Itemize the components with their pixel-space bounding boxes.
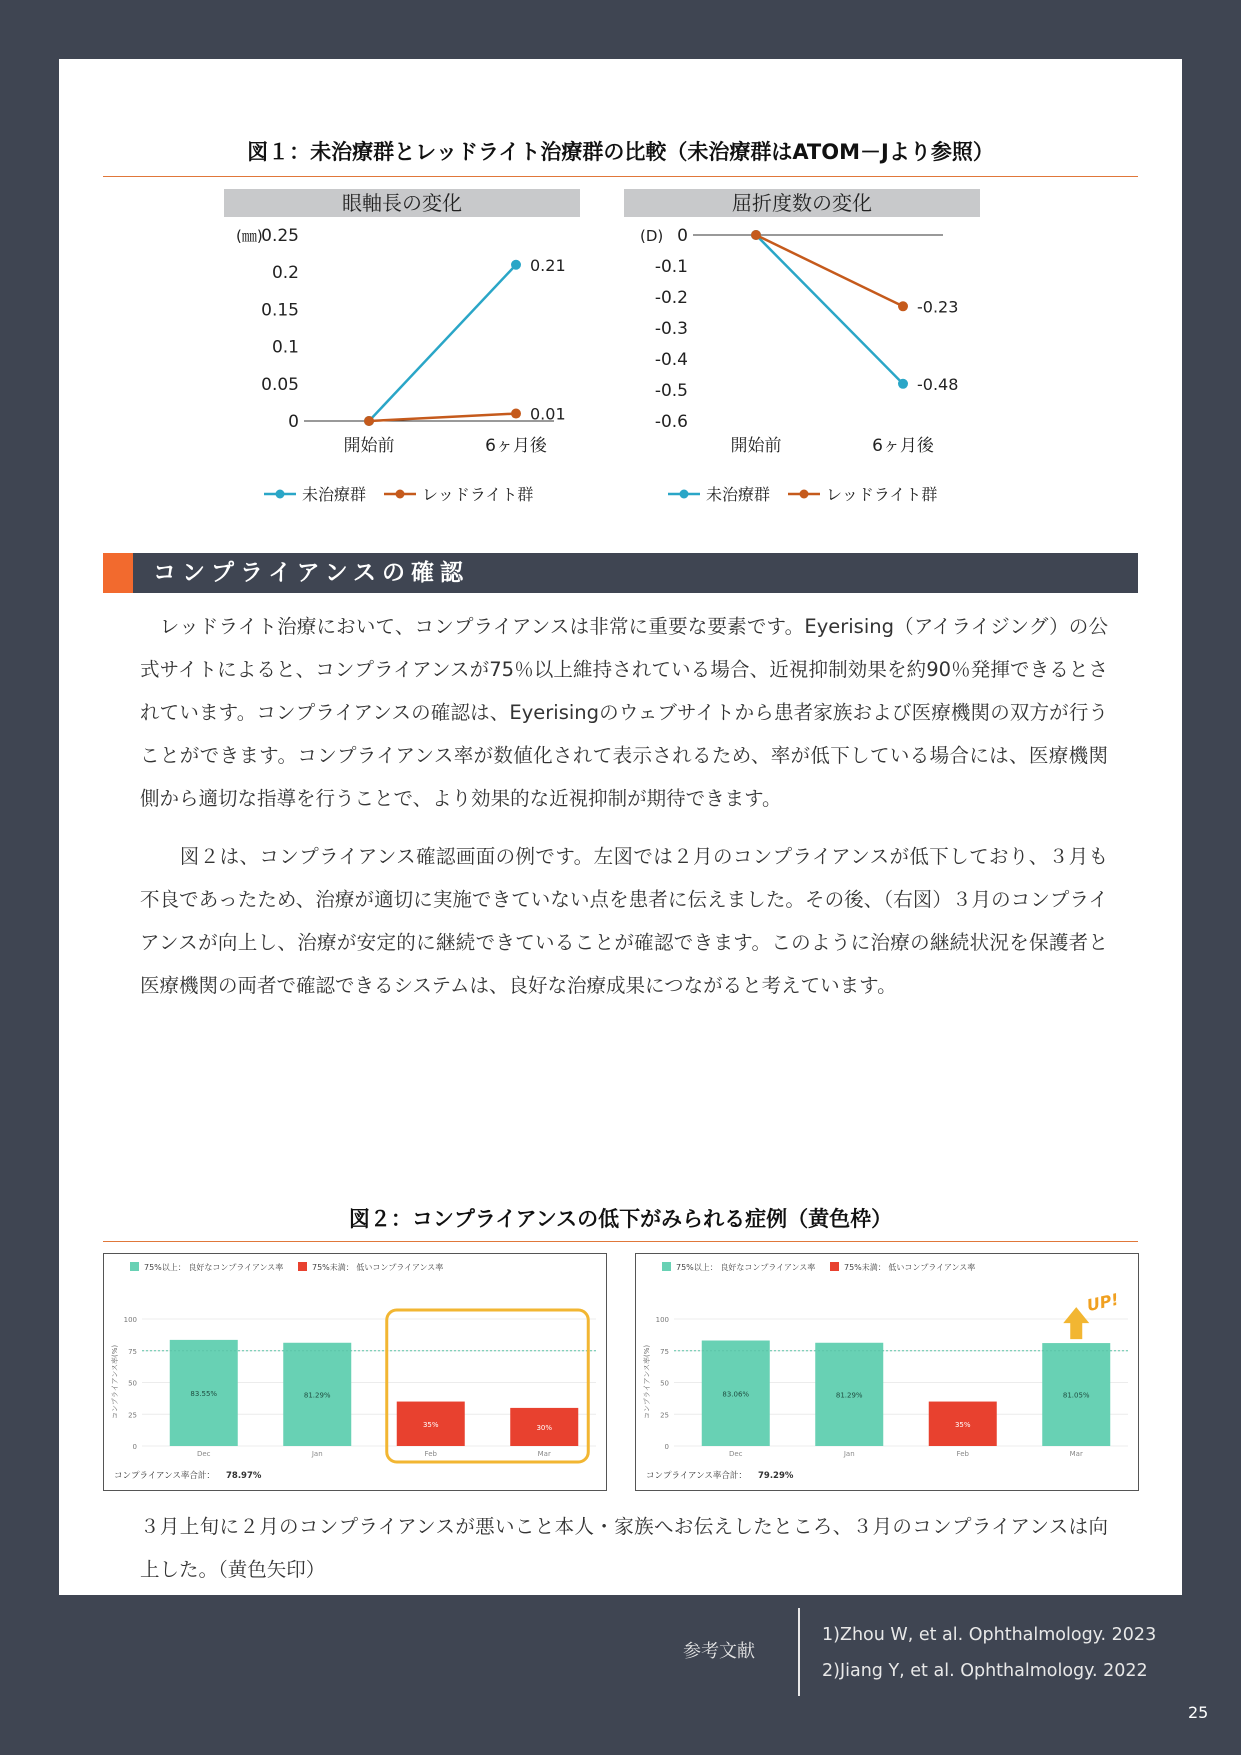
y-tick-label: -0.2	[654, 288, 688, 308]
y-tick-label: 0	[677, 226, 688, 246]
compliance-total-label: コンプライアンス率合計：	[114, 1471, 215, 1481]
references-label: 参考文献	[683, 1641, 755, 1662]
paragraph-compliance-intro: レッドライト治療において、コンプライアンスは非常に重要な要素です。Eyerising（アイライジング）の公式サイトによると、コンプライアンスが75％以上維持されている場合、近視抑制効果を約90％発揮できるとされています。コンプライアンスの確認は、Eyerisingのウェブサイトから患者家族および医療機関の双方が行うことができます。コンプライアンス率が数値化されて表示されるため、率が低下している場合には、医療機関側から適切な指導を行うことで、より効果的な近視抑制が期待できます。	[140, 615, 1108, 810]
bar-value-label: 81.29%	[303, 1391, 331, 1400]
up-arrow-icon	[1063, 1307, 1089, 1339]
figure2-title: 図２：コンプライアンスの低下がみられる症例（黄色枠）	[348, 1207, 893, 1231]
bar-value-label: 81.05%	[1062, 1391, 1090, 1400]
y-tick-label: 0	[664, 1443, 669, 1451]
document-page	[59, 59, 1182, 1595]
bar-value-label: 83.06%	[722, 1390, 750, 1399]
data-label: 0.21	[530, 255, 566, 275]
series-line-1	[756, 235, 903, 306]
up-label: UP!	[1085, 1289, 1121, 1315]
refraction-chart	[636, 189, 996, 529]
bar-value-label: 35%	[422, 1420, 439, 1429]
series-line-0	[369, 265, 516, 421]
legend-swatch-bad	[830, 1262, 839, 1271]
page-number: 25	[1188, 1703, 1209, 1722]
x-tick-label: Mar	[1069, 1450, 1083, 1458]
legend-swatch-bad	[298, 1262, 307, 1271]
y-tick-label: -0.1	[654, 257, 688, 277]
y-tick-label: 75	[660, 1347, 669, 1356]
y-tick-label: 50	[128, 1379, 137, 1388]
y-tick-label: 0	[132, 1443, 137, 1451]
x-tick-label: 開始前	[730, 436, 782, 456]
compliance-chart-right	[636, 1254, 1138, 1490]
y-axis-unit: (㎜)	[236, 227, 263, 245]
figure1-title: 図１：未治療群とレッドライト治療群の比較（未治療群はATOM－Jより参照）	[247, 140, 994, 164]
y-tick-label: -0.6	[654, 412, 688, 432]
data-point	[511, 260, 521, 270]
paragraph-figure2-caption: ３月上旬に２月のコンプライアンスが悪いこと本人・家族へお伝えしたところ、３月のコンプライアンスは向上した。（黄色矢印）	[140, 1515, 1108, 1581]
y-tick-label: 0.2	[271, 263, 299, 284]
legend-label: レッドライト群	[422, 485, 534, 504]
reference-item: 2)Jiang Y, et al. Ophthalmology. 2022	[822, 1661, 1148, 1681]
legend-label-bad: 75%未満： 低いコンプライアンス率	[312, 1263, 444, 1272]
data-point	[751, 230, 761, 240]
legend-label-good: 75%以上： 良好なコンプライアンス率	[144, 1263, 284, 1272]
data-point	[898, 379, 908, 389]
reference-item: 1)Zhou W, et al. Ophthalmology. 2023	[822, 1625, 1157, 1645]
compliance-chart-left	[104, 1254, 606, 1490]
section-header-title: コンプライアンスの確認	[153, 560, 470, 586]
paragraph-figure2-explanation: 図２は、コンプライアンス確認画面の例です。左図では２月のコンプライアンスが低下しており、３月も不良であったため、治療が適切に実施できていない点を患者に伝えました。その後、（右図）３月のコンプライアンスが向上し、治療が安定的に継続できていることが確認できます。このように治療の継続状況を保護者と医療機関の両者で確認できるシステムは、良好な治療成果につながると考えています。	[140, 845, 1108, 997]
section-header	[103, 553, 1138, 593]
series-line-1	[369, 414, 516, 421]
bar-value-label: 35%	[954, 1420, 971, 1429]
y-tick-label: -0.5	[654, 381, 688, 401]
data-label: -0.48	[917, 374, 959, 394]
bar-value-label: 83.55%	[190, 1389, 218, 1398]
legend-label: レッドライト群	[826, 485, 938, 504]
x-tick-label: Feb	[956, 1450, 969, 1458]
y-tick-label: 100	[655, 1316, 669, 1324]
y-tick-label: 0.05	[261, 374, 299, 395]
x-tick-label: Jan	[311, 1450, 323, 1458]
data-point	[511, 409, 521, 419]
compliance-screen-left	[103, 1253, 607, 1491]
refraction-chart-plot	[636, 219, 996, 529]
compliance-total-value: 79.29%	[758, 1471, 794, 1481]
figure2-rule	[103, 1241, 1138, 1242]
y-tick-label: 0	[288, 412, 299, 432]
references-divider	[798, 1608, 800, 1696]
axial-length-chart	[224, 189, 584, 529]
x-tick-label: 開始前	[343, 436, 395, 456]
y-tick-label: 25	[660, 1411, 669, 1420]
y-tick-label: 0.25	[261, 226, 299, 246]
legend-label: 未治療群	[706, 485, 771, 504]
y-tick-label: 0.15	[261, 300, 299, 321]
legend-label-good: 75%以上： 良好なコンプライアンス率	[676, 1263, 816, 1272]
compliance-total-label: コンプライアンス率合計：	[646, 1471, 747, 1481]
figure1-rule	[103, 176, 1138, 177]
bar-value-label: 30%	[536, 1423, 553, 1432]
y-tick-label: 0.1	[271, 337, 299, 358]
x-tick-label: Dec	[728, 1450, 743, 1458]
x-tick-label: 6ヶ月後	[485, 436, 547, 456]
x-tick-label: Dec	[196, 1450, 211, 1458]
data-point	[364, 416, 374, 426]
compliance-screen-right	[635, 1253, 1139, 1491]
compliance-total-value: 78.97%	[226, 1471, 262, 1481]
legend-swatch-good	[662, 1262, 671, 1271]
axial-length-chart-title: 眼軸長の変化	[224, 189, 580, 217]
legend-swatch-good	[130, 1262, 139, 1271]
data-label: -0.23	[917, 297, 959, 317]
x-tick-label: Feb	[424, 1450, 437, 1458]
legend-marker	[396, 490, 405, 499]
bar-value-label: 81.29%	[835, 1391, 863, 1400]
x-tick-label: Mar	[537, 1450, 551, 1458]
legend-label-bad: 75%未満： 低いコンプライアンス率	[844, 1263, 976, 1272]
legend-marker	[680, 490, 689, 499]
y-tick-label: -0.4	[654, 350, 688, 370]
x-tick-label: Jan	[843, 1450, 855, 1458]
legend-marker	[276, 490, 285, 499]
y-axis-unit: (D)	[640, 227, 664, 245]
y-tick-label: 50	[660, 1379, 669, 1388]
y-axis-label: コンプライアンス率(%)	[111, 1344, 119, 1420]
refraction-chart-title: 屈折度数の変化	[624, 189, 980, 217]
y-tick-label: 75	[128, 1347, 137, 1356]
legend-label: 未治療群	[302, 485, 367, 504]
legend-marker	[800, 490, 809, 499]
axial-length-chart-plot	[224, 219, 584, 529]
x-tick-label: 6ヶ月後	[872, 436, 934, 456]
section-header-accent	[103, 553, 133, 593]
y-axis-label: コンプライアンス率(%)	[643, 1344, 651, 1420]
y-tick-label: -0.3	[654, 319, 688, 339]
data-point	[898, 301, 908, 311]
y-tick-label: 100	[123, 1316, 137, 1324]
data-label: 0.01	[530, 404, 566, 424]
series-line-0	[756, 235, 903, 384]
y-tick-label: 25	[128, 1411, 137, 1420]
